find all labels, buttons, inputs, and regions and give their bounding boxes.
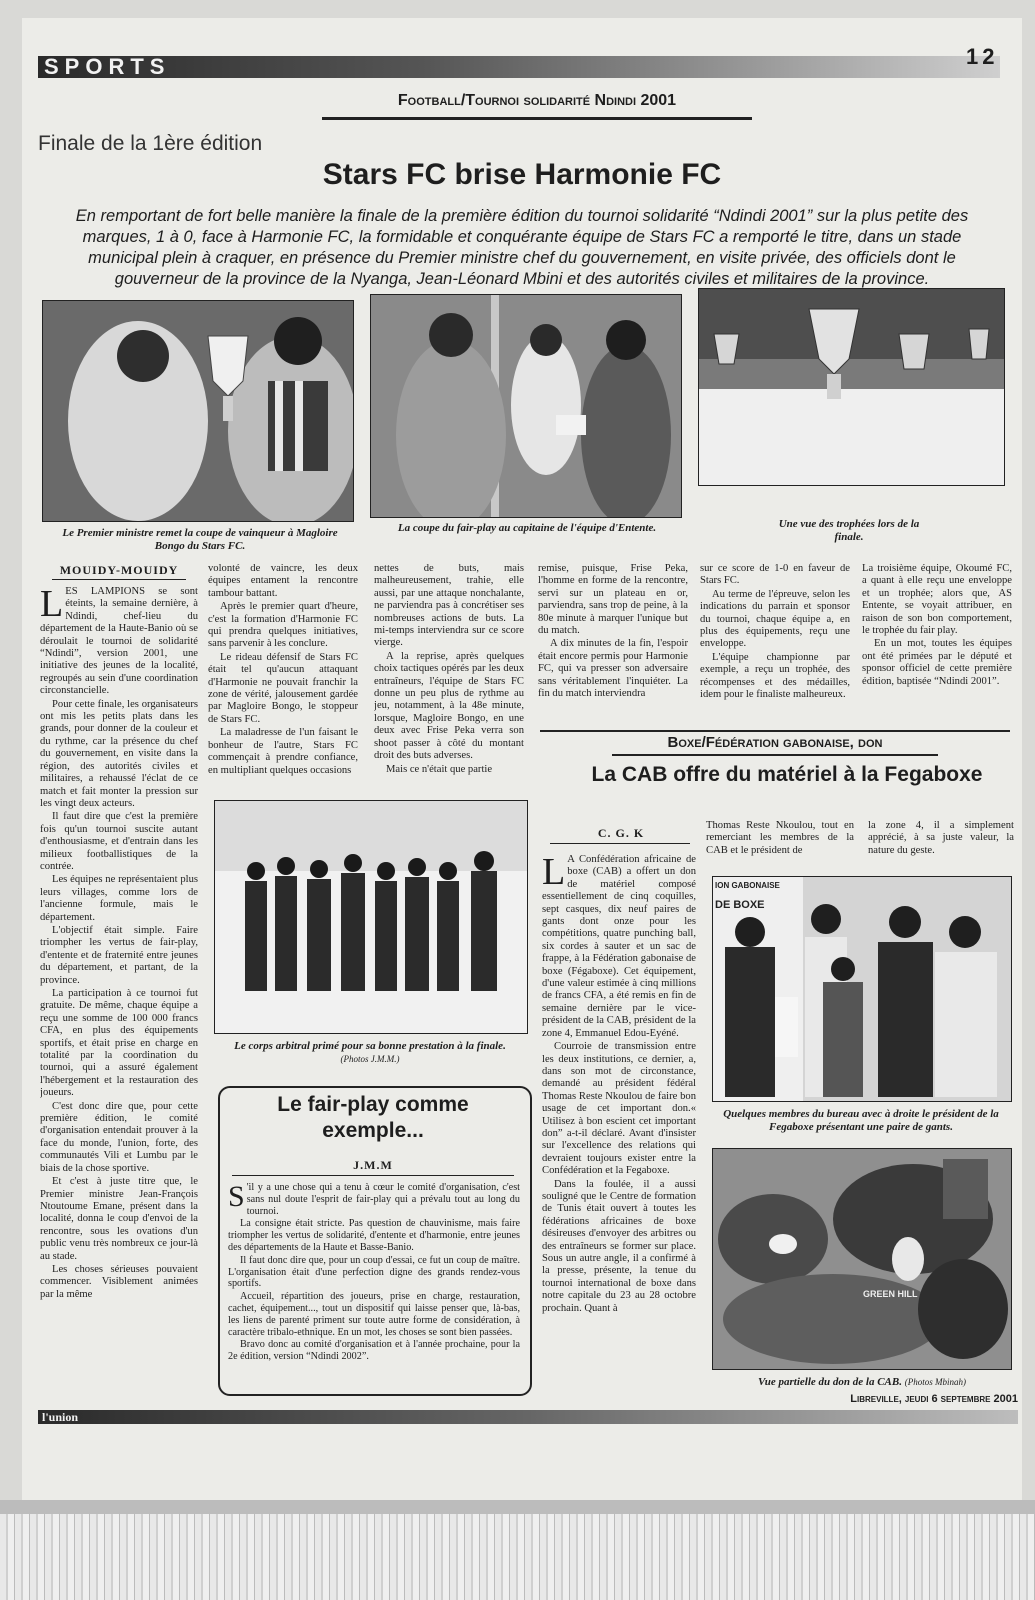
- paragraph-text: ES LAMPIONS se sont éteints, la semaine dernière, à Ndindi, chef-lieu du département de la Haute-Banio où se déroulait le tournoi de solidarité “Ndindi”, version 2001, une initiative des jeunes de la localité, regroupés au sein d'une coordination circonstancielle.: [40, 586, 198, 697]
- lead-paragraph: En remportant de fort belle manière la finale de la première édition du tournoi solidarité “Ndindi 2001” sur la plus petite des marques, 1 à 0, face à Harmonie FC, la formidable et conquérante équipe de Stars FC a remporté le titre, dans un stade municipal plein à craquer, en présence du Premier ministre chef du gouvernement, en visite privée, des officiels dont le gouverneur de la province de la Nyanga, Jean-Léonard Mbini et des autorités civiles et militaires de la province.: [75, 207, 969, 288]
- photo-cup-presentation: [42, 300, 354, 522]
- main-paragraph: Après le premier quart d'heure, c'est la formation d'Harmonie FC qui prendra quelques initiatives, sans parvenir à les conclure.: [208, 601, 358, 650]
- page-number: 12: [966, 44, 999, 69]
- main-paragraph: Les choses sérieuses pouvaient commencer. Visiblement animées par la même: [40, 1263, 198, 1300]
- main-paragraph: Le rideau défensif de Stars FC était tel qu'aucun attaquant d'Harmonie ne pouvait franchir la zone de vérité, jalousement gardée par Magloire Bongo, le stoppeur de Stars FC.: [208, 651, 358, 725]
- photo-credit: (Photos J.M.M.): [340, 1054, 400, 1064]
- footer-bar: [38, 1410, 1018, 1424]
- main-paragraph: [40, 586, 198, 698]
- photo-fairplay-cup-image: [371, 295, 681, 517]
- boxe-column-1: [542, 854, 696, 1404]
- caption-cab-donation-text: Vue partielle du don de la CAB.: [758, 1376, 902, 1388]
- fairplay-paragraph: Bravo donc au comité d'organisation et à l'année prochaine, pour la 2e édition, version “Ndindi 2002”.: [228, 1339, 520, 1363]
- main-paragraph: remise, puisque, Frise Peka, l'homme en forme de la rencontre, servi sur un plateau en or, parviendra, sans trop de peine, à la 80e minute à marquer l'unique but du match.: [538, 563, 688, 637]
- main-paragraph: Et c'est à juste titre que, le Premier ministre Jean-François Ntoutoume Emane, présent dans la localité, donna le coup d'envoi de la rencontre, sous les ovations d'un public venu très nombreux ce jour-là au stade.: [40, 1176, 198, 1262]
- fairplay-byline-rule: [232, 1175, 514, 1176]
- photo-cup-presentation-image: [43, 301, 353, 521]
- main-paragraph: sur ce score de 1-0 en faveur de Stars FC.: [700, 563, 850, 587]
- paragraph-text: A Confédération africaine de boxe (CAB) a offert un don de matériel composé essentiellement de cinq coquilles, sept casques, dix neuf paires de gants dont onze pour les compétitions, quatre punching ball, six cordes à sauter et un sac de frappe, à la Fédération gabonaise de boxe (Fégaboxe). Cet équipement, d'une valeur estimée à cinq millions de francs CFA, a été remis en fin de semaine dernière par le vice-président de la CAB, président de la zone 4, Emmanuel Edou-Eyéné.: [542, 854, 696, 1039]
- boxe-byline: C. G. K: [597, 826, 645, 840]
- boxe-headline: La CAB offre du matériel à la Fegaboxe: [591, 763, 983, 786]
- photo-fairplay-cup: [370, 294, 682, 518]
- main-paragraph: La participation à ce tournoi fut gratuite. De même, chaque équipe a reçu une somme de 100 000 francs CFA, en plus des équipements sportifs, et était prise en charge en totalité par la coordination du tournoi, qui a assuré également l'hébergement et la restauration des joueurs.: [40, 988, 198, 1099]
- boxe-rubric: Boxe/Fédération gabonaise, don: [667, 734, 883, 751]
- fairplay-title: Le fair-play comme exemple...: [277, 1093, 469, 1142]
- main-column-1: [40, 586, 198, 1406]
- boxe-sign-line-1: ION GABONAISE: [715, 881, 780, 890]
- main-column-4: [538, 563, 688, 718]
- main-paragraph: Au terme de l'épreuve, selon les indications du parrain et sponsor du tournoi, chaque équipe a, en plus des équipements, reçu une enveloppe.: [700, 588, 850, 650]
- main-column-2: [208, 563, 358, 793]
- main-paragraph: C'est donc dire que, pour cette première édition, le comité d'organisation entendait prouver à la face du monde, l'union, forte, des communautés Vili et Lumbu par le biais de la chose sportive.: [40, 1100, 198, 1174]
- photo-trophies-image: [699, 289, 1004, 485]
- boxe-top-rule: [540, 730, 1010, 732]
- footer-dateline: Libreville, jeudi 6 septembre 2001: [850, 1393, 1018, 1405]
- main-paragraph: A la reprise, après quelques choix tactiques opérés par les deux entraîneurs, l'équipe de Stars FC donne un peu plus de rythme au jeu, notamment, à la 48e minute, lorsque, Magloire Bongo, en une deux avec Frise Peka verra son shoot passer à côté du montant droit des buts adverses.: [374, 650, 524, 762]
- boxe-sign-line-2: DE BOXE: [715, 899, 765, 911]
- fairplay-body: [228, 1182, 520, 1387]
- boxe-paragraph: Thomas Reste Nkoulou, tout en remerciant les membres de la CAB et le président de: [706, 820, 854, 856]
- rubric-underline: [322, 117, 752, 120]
- main-paragraph: La maladresse de l'un faisant le bonheur de l'autre, Stars FC commençait à prendre confiance, en multipliant quelques occasions: [208, 727, 358, 776]
- fairplay-paragraph: Accueil, répartition des joueurs, prise en charge, restauration, cachet, équipement..., tout un dispositif qui laisse penser que, là-bas, les liens de parenté priment sur toute autre forme de considération, à caractère tribalo-ethnique. En un mot, les choses se sont bien passées.: [228, 1291, 520, 1338]
- dropcap: S: [228, 1182, 245, 1213]
- main-column-3: [374, 563, 524, 793]
- boxe-paragraph: Dans la foulée, il a aussi souligné que le Centre de formation de Tunis était ouvert à toutes les fédérations africaines de boxe désireuses d'envoyer des arbitres ou des entraîneurs se former sur place. Sous un autre angle, il a confirmé à la presse, présente, la tenue du tournoi international de boxe dans notre capitale du 23 au 28 octobre prochain. Quant à: [542, 1178, 696, 1314]
- main-paragraph: Mais ce n'était que partie: [386, 763, 493, 775]
- photo-credit: (Photos Mbinah): [904, 1377, 966, 1387]
- caption-fegaboxe-members: Quelques membres du bureau avec à droite le président de la Fegaboxe présentant une paire de gants.: [723, 1108, 999, 1133]
- caption-cab-donation: [722, 1376, 1002, 1389]
- main-paragraph: Il faut dire que c'est la première fois qu'un tournoi suscite autant d'enthousiasme, et d'entrain dans les milieux footballistiques de la contrée.: [40, 811, 198, 872]
- boxe-rubric-rule: [612, 754, 938, 756]
- fairplay-paragraph: Il faut donc dire que, pour un coup d'essai, ce fut un coup de maître. L'organisation était d'une perfection digne des grands rendez-vous sportifs.: [228, 1254, 520, 1290]
- main-column-6: [862, 563, 1012, 728]
- caption-referees: [220, 1040, 520, 1066]
- scan-bottom-margin: [0, 1500, 1035, 1600]
- fairplay-paragraph: La consigne était stricte. Pas question de chauvinisme, mais faire triompher les vertus de solidarité, d'entente et d'harmonie, entre jeunes des départements de la Haute et Basse-Banio.: [228, 1218, 520, 1253]
- dropcap: L: [40, 586, 64, 625]
- main-paragraph: volonté de vaincre, les deux équipes entament la rencontre tambour battant.: [208, 563, 358, 599]
- boxe-column-3: [868, 820, 1014, 860]
- main-byline: MOUIDY-MOUIDY: [59, 563, 179, 577]
- main-paragraph: La troisième équipe, Okoumé FC, a quant à elle reçu une enveloppe et un trophée; alors que, AS Entente, se voyait attribuer, en raison de son bon comportement, le trophée du fair play.: [862, 563, 1012, 637]
- scan-bottom-strip: [0, 1500, 1035, 1514]
- equipment-brand-label: GREEN HILL: [863, 1289, 918, 1299]
- main-paragraph: Pour cette finale, les organisateurs ont mis les petits plats dans les grands, pour donner de la couleur et du rythme, car la présence du chef du gouvernement, en visite dans la région, des autorités civiles et militaires, a rehaussé l'éclat de ce match et fait monter la pression sur les vingt deux acteurs.: [40, 698, 198, 809]
- section-label: SPORTS: [44, 54, 171, 79]
- main-column-5: [700, 563, 850, 723]
- photo-trophies: [698, 288, 1005, 486]
- main-paragraph: A dix minutes de la fin, l'espoir était encore permis pour Harmonie FC, qui va presser son adversaire sans véritablement l'inquiéter. La fin du match interviendra: [538, 638, 688, 700]
- dropcap: L: [542, 854, 566, 893]
- boxe-paragraph: la zone 4, il a simplement apprécié, à sa juste valeur, la nature du geste.: [868, 820, 1014, 856]
- kicker: Finale de la 1ère édition: [38, 132, 263, 155]
- caption-trophies: Une vue des trophées lors de la finale.: [778, 518, 920, 543]
- section-bar: [38, 56, 1000, 78]
- caption-cup-presentation: Le Premier ministre remet la coupe de vainqueur à Magloire Bongo du Stars FC.: [62, 527, 338, 552]
- rubric: Football/Tournoi solidarité Ndindi 2001: [397, 92, 677, 109]
- fairplay-byline: J.M.M: [353, 1158, 393, 1172]
- photo-fegaboxe-members: [712, 876, 1012, 1102]
- photo-referees-image: [215, 801, 527, 1033]
- boxe-paragraph: Courroie de transmission entre les deux institutions, ce dernier, a, dans son mot de circonstance, demandé au président fédéral Thomas Reste Nkoulou de faire bon usage de cet important don.« Utilisez à bon escient cet important don” a-t-il déclaré. Avant d'insister sur l'excellence des relations qui devraient toujours exister entre la Confédération et la Fegaboxe.: [542, 1041, 696, 1177]
- main-paragraph: nettes de buts, mais malheureusement, trahie, elle aussi, par une attaque nonchalante, ne parviendra pas à concrétiser ses nombreuses actions de buts. La mi-temps interviendra sur ce score vierge.: [374, 563, 524, 649]
- main-paragraph: Les équipes ne représentaient plus leurs villages, comme lors de l'ancienne formule, mais le département.: [40, 874, 198, 923]
- newspaper-page: [22, 18, 1022, 1500]
- byline-rule: [52, 579, 186, 580]
- boxe-paragraph: [542, 854, 696, 1040]
- footer-publication: l'union: [42, 1410, 79, 1424]
- main-paragraph: En un mot, toutes les équipes ont été primées par le député et sponsor officiel de cette première édition, baptisée “Ndindi 2001”.: [862, 638, 1012, 687]
- boxe-column-2: [706, 820, 854, 860]
- photo-cab-donation: [712, 1148, 1012, 1370]
- boxe-byline-rule: [550, 843, 690, 844]
- main-paragraph: L'équipe championne par exemple, a reçu un trophée, des récompenses et des médailles, idem pour le finaliste malheureux.: [700, 651, 850, 701]
- caption-fairplay-cup: La coupe du fair-play au capitaine de l'équipe d'Entente.: [397, 522, 657, 534]
- photo-referees: [214, 800, 528, 1034]
- fairplay-paragraph: [228, 1182, 520, 1217]
- caption-referees-text: Le corps arbitral primé pour sa bonne prestation à la finale.: [234, 1040, 506, 1052]
- headline: Stars FC brise Harmonie FC: [322, 158, 722, 191]
- main-paragraph: L'objectif était simple. Faire triompher les vertus de fair-play, d'entente et de fraternité entre jeunes du département, et partant, de la province.: [40, 924, 198, 986]
- paragraph-text: 'il y a une chose qui a tenu à cœur le comité d'organisation, c'est sans nul doute l'esprit de fair-play qui a prévalu tout au long du tournoi.: [246, 1182, 520, 1217]
- photo-cab-donation-image: [713, 1149, 1011, 1369]
